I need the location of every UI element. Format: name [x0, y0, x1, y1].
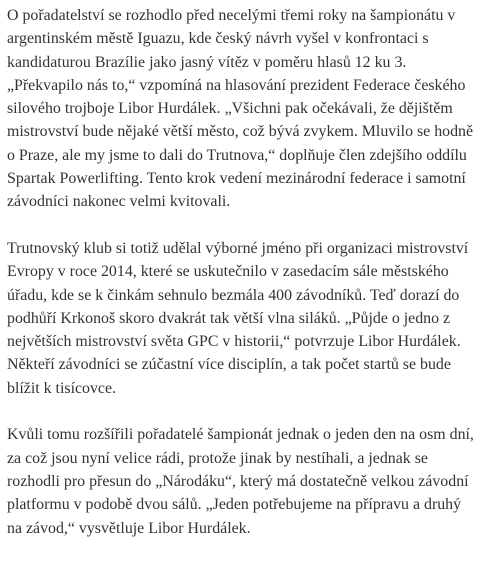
- article-paragraph-3: Kvůli tomu rozšířili pořadatelé šampionát jednak o jeden den na osm dní, za což jsou nyní velice rádi, protože jinak by nestíhali, a jednak se rozhodli pro přesun do „Národáku“, který má dostatečně velkou závodní platformu v podobě dvou sálů. „Jeden potřebujeme na přípravu a druhý na závod,“ vysvětluje Libor Hurdálek.: [7, 426, 474, 537]
- article-paragraph-2: Trutnovský klub si totiž udělal výborné jméno při organizaci mistrovství Evropy v roce 2014, které se uskutečnilo v zasedacím sále městského úřadu, kde se k činkám sehnulo bezmála 400 závodníků. Teď dorazí do podhůří Krkonoš skoro dvakrát tak větší vlna siláků. „Půjde o jedno z největších mistrovství světa GPC v historii,“ potvrzuje Libor Hurdálek. Někteří závodníci se zúčastní více disciplín, a tak počet startů se bude blížit k tisícovce.: [7, 239, 469, 397]
- article-paragraph-1: O pořadatelství se rozhodlo před necelými třemi roky na šampionátu v argentinském městě Iguazu, kde český návrh vyšel v konfrontaci s kandidaturou Brazílie jako jasný vítěz v poměru hlasů 12 ku 3. „Překvapilo nás to,“ vzpomíná na hlasování prezident Federace českého silového trojboje Libor Hurdálek. „Všichni pak očekávali, že dějištěm mistrovství bude nějaké větší město, což bývá zvykem. Mluvilo se hodně o Praze, ale my jsme to dali do Trutnova,“ doplňuje člen zdejšího oddílu Spartak Powerlifting. Tento krok vedení mezinárodní federace i samotní závodníci nakonec velmi kvitovali.: [7, 7, 474, 211]
